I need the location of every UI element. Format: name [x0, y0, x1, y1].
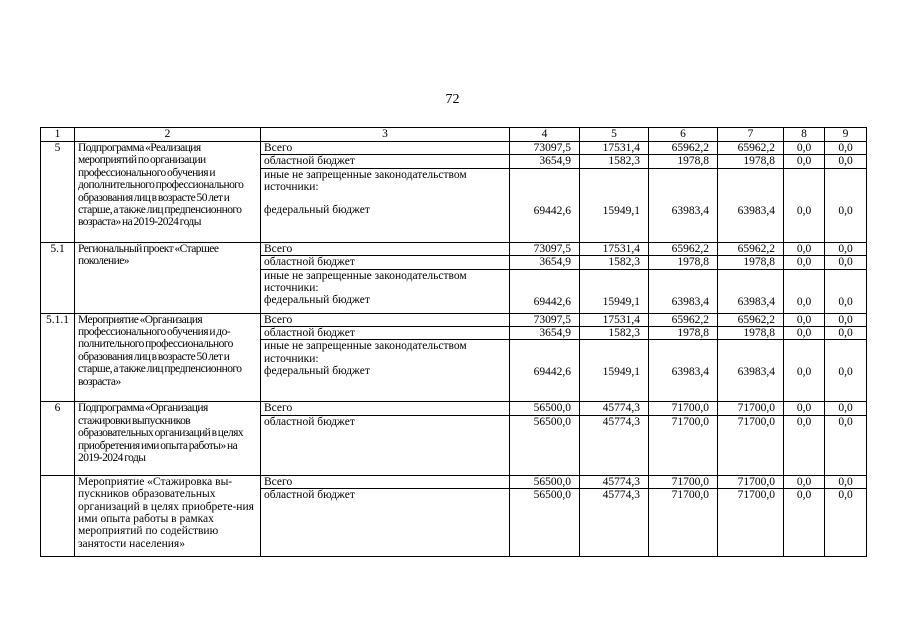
funding-source: [261, 269, 510, 313]
value-cell: 73097,5: [510, 313, 580, 326]
value-cell: 65962,2: [649, 142, 718, 155]
value-cell: 0,0: [784, 340, 825, 402]
value-cell: 71700,0: [718, 489, 784, 557]
row-name: Мероприятие «Стажировка вы-пускников образовательных организаций в целях приобрете-ния ими опыта работы в рамках мероприятий по содействию занятости населения»: [75, 475, 261, 556]
value-cell: 65962,2: [718, 313, 784, 326]
value-cell: 56500,0: [510, 402, 580, 415]
row-name: Региональный проект «Старшее поколение»: [75, 242, 261, 313]
value-cell: 65962,2: [718, 142, 784, 155]
value-cell: 69442,6: [510, 269, 580, 313]
value-cell: 0,0: [784, 327, 825, 340]
value-cell: 65962,2: [718, 242, 784, 255]
value-cell: 0,0: [825, 155, 867, 168]
value-cell: 63983,4: [649, 269, 718, 313]
header-cell: 9: [825, 128, 867, 142]
value-cell: 71700,0: [649, 402, 718, 415]
value-cell: 0,0: [825, 475, 867, 488]
funding-source: областной бюджет: [261, 415, 510, 475]
row-code: [41, 475, 75, 556]
value-cell: 56500,0: [510, 475, 580, 488]
value-cell: 0,0: [784, 168, 825, 242]
value-cell: 56500,0: [510, 489, 580, 557]
row-code: 5: [41, 142, 75, 243]
value-cell: 1978,8: [649, 327, 718, 340]
value-cell: 71700,0: [718, 475, 784, 488]
value-cell: 0,0: [784, 242, 825, 255]
value-cell: 17531,4: [580, 242, 649, 255]
value-cell: 0,0: [784, 269, 825, 313]
header-cell: 2: [75, 128, 261, 142]
funding-table: [40, 127, 867, 557]
row-code: 5.1: [41, 242, 75, 313]
funding-source: областной бюджет: [261, 327, 510, 340]
header-cell: 4: [510, 128, 580, 142]
header-cell: 6: [649, 128, 718, 142]
value-cell: 63983,4: [718, 340, 784, 402]
row-name: Подпрограмма «Организация стажировки выпускников образовательных организаций в целях приобретения ими опыта работы» на 2019-2024 годы: [75, 402, 261, 475]
row-code: 6: [41, 402, 75, 475]
value-cell: 45774,3: [580, 475, 649, 488]
value-cell: 0,0: [825, 340, 867, 402]
value-cell: 0,0: [825, 142, 867, 155]
funding-source: Всего: [261, 475, 510, 488]
value-cell: 15949,1: [580, 168, 649, 242]
value-cell: 1582,3: [580, 327, 649, 340]
funding-source-sub: федеральный бюджет: [264, 203, 370, 216]
value-cell: 0,0: [784, 256, 825, 269]
header-cell: 5: [580, 128, 649, 142]
value-cell: 17531,4: [580, 313, 649, 326]
value-cell: 3654,9: [510, 155, 580, 168]
value-cell: 0,0: [825, 168, 867, 242]
value-cell: 0,0: [784, 402, 825, 415]
funding-source-label: иные не запрещенные законодательством источники:: [264, 168, 467, 194]
value-cell: 1978,8: [649, 155, 718, 168]
value-cell: 71700,0: [718, 415, 784, 475]
value-cell: 1978,8: [649, 256, 718, 269]
table-row: [41, 142, 867, 155]
value-cell: 1978,8: [718, 327, 784, 340]
funding-source: Всего: [261, 242, 510, 255]
value-cell: 0,0: [784, 313, 825, 326]
value-cell: 17531,4: [580, 142, 649, 155]
funding-source-sub: федеральный бюджет: [264, 294, 370, 307]
value-cell: 0,0: [825, 256, 867, 269]
funding-source: [261, 168, 510, 242]
value-cell: 15949,1: [580, 269, 649, 313]
row-name: Подпрограмма «Реализация мероприятий по организации профессионального обучения и дополнительного профессионального образования лиц в возрасте 50 лет и старше, а также лиц предпенсионного возраста» на 2019-2024 годы: [75, 142, 261, 243]
page-number: 72: [445, 92, 460, 107]
funding-source: Всего: [261, 313, 510, 326]
value-cell: 1582,3: [580, 155, 649, 168]
table-row: [41, 242, 867, 255]
value-cell: 1582,3: [580, 256, 649, 269]
value-cell: 63983,4: [649, 168, 718, 242]
value-cell: 71700,0: [718, 402, 784, 415]
table-row: [41, 313, 867, 326]
header-cell: 3: [261, 128, 510, 142]
funding-source-label: иные не запрещенные законодательством источники:: [264, 269, 467, 295]
value-cell: 0,0: [825, 402, 867, 415]
value-cell: 56500,0: [510, 415, 580, 475]
value-cell: 63983,4: [718, 269, 784, 313]
value-cell: 0,0: [825, 269, 867, 313]
row-code: 5.1.1: [41, 313, 75, 402]
value-cell: 63983,4: [718, 168, 784, 242]
value-cell: 0,0: [825, 327, 867, 340]
value-cell: 0,0: [825, 242, 867, 255]
header-cell: 8: [784, 128, 825, 142]
value-cell: 0,0: [784, 155, 825, 168]
funding-source: областной бюджет: [261, 256, 510, 269]
funding-source: Всего: [261, 402, 510, 415]
value-cell: 73097,5: [510, 142, 580, 155]
value-cell: 0,0: [784, 142, 825, 155]
funding-source: областной бюджет: [261, 489, 510, 557]
funding-source: Всего: [261, 142, 510, 155]
table-row: [41, 475, 867, 488]
header-cell: 1: [41, 128, 75, 142]
row-name: Мероприятие «Организация профессионального обучения и до-полнительного профессионального образования лиц в возрасте 50 лет и старше, а также лиц предпенсионного возраста»: [75, 313, 261, 402]
funding-source: областной бюджет: [261, 155, 510, 168]
value-cell: 71700,0: [649, 415, 718, 475]
value-cell: 0,0: [825, 313, 867, 326]
value-cell: 71700,0: [649, 475, 718, 488]
value-cell: 65962,2: [649, 313, 718, 326]
value-cell: 45774,3: [580, 415, 649, 475]
value-cell: 69442,6: [510, 340, 580, 402]
value-cell: 3654,9: [510, 256, 580, 269]
header-cell: 7: [718, 128, 784, 142]
value-cell: 0,0: [784, 475, 825, 488]
value-cell: 0,0: [784, 489, 825, 557]
header-row: [41, 128, 867, 142]
value-cell: 45774,3: [580, 489, 649, 557]
value-cell: 65962,2: [649, 242, 718, 255]
funding-source: [261, 340, 510, 402]
value-cell: 69442,6: [510, 168, 580, 242]
value-cell: 3654,9: [510, 327, 580, 340]
table-row: [41, 402, 867, 415]
value-cell: 0,0: [784, 415, 825, 475]
funding-source-label: иные не запрещенные законодательством источники:: [264, 340, 467, 365]
value-cell: 71700,0: [649, 489, 718, 557]
funding-source-sub: федеральный бюджет: [264, 365, 370, 378]
value-cell: 0,0: [825, 415, 867, 475]
value-cell: 73097,5: [510, 242, 580, 255]
value-cell: 1978,8: [718, 256, 784, 269]
value-cell: 0,0: [825, 489, 867, 557]
value-cell: 45774,3: [580, 402, 649, 415]
value-cell: 15949,1: [580, 340, 649, 402]
value-cell: 63983,4: [649, 340, 718, 402]
value-cell: 1978,8: [718, 155, 784, 168]
